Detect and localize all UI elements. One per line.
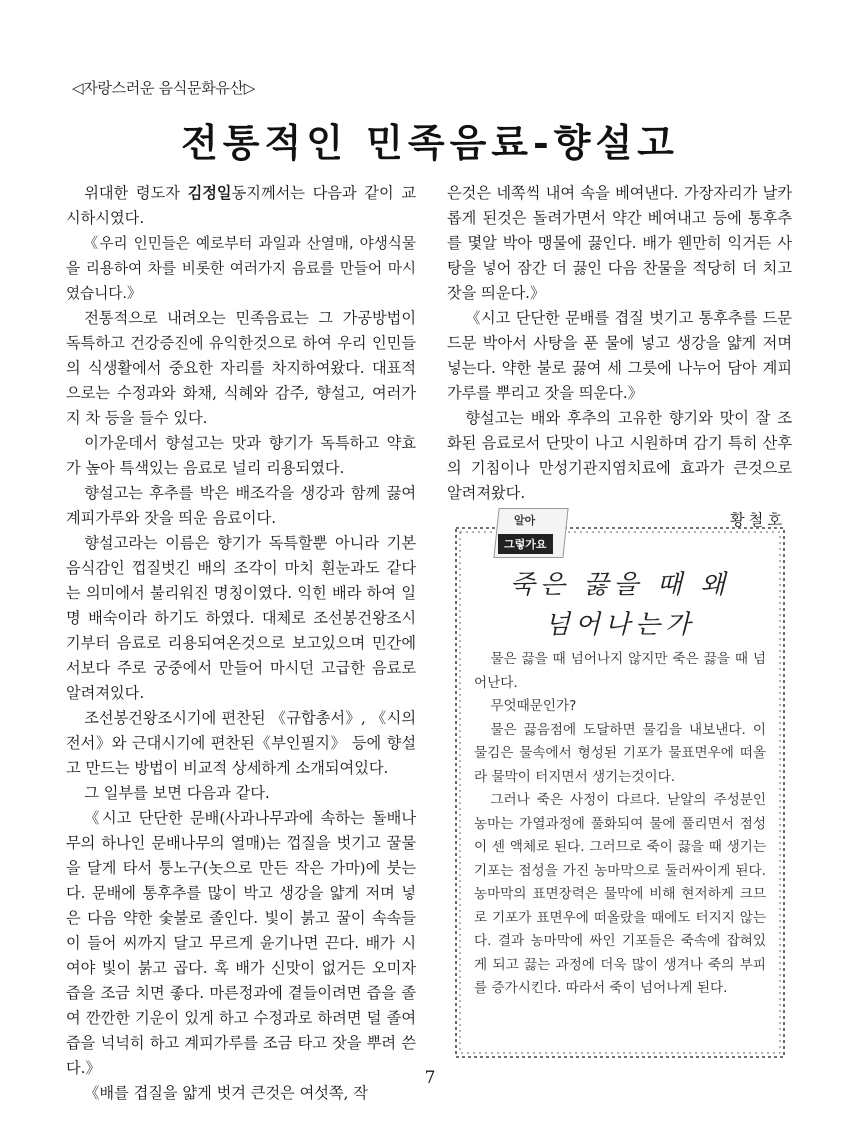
badge-label: 그렇가요 [498, 534, 553, 554]
leader-name: 김정일 [187, 184, 232, 202]
paragraph: 《시고 단단한 문배(사과나무과에 속하는 돌배나무의 하나인 문배나무의 열매)는 껍질을 벗기고 꿀물을 달게 타서 퉁노구(놋으로 만든 작은 가마)에 붓는다. 문배에 통후추를 많이 박고 생강을 얇게 저며 넣은 다음 약한 숯불로 졸인다. 빛이 붉고 꿀이 속속들이 들어 씨까지 달고 무르게 윤기나면 끈다. 배가 시여야 빛이 붉고 곱다. 혹 배가 신맛이 없거든 오미자즙을 조금 치면 좋다. 마른정과에 곁들이려면 즙을 졸여 깐깐한 기운이 있게 하고 수정과로 하려면 덜 졸여 즙을 넉넉히 하고 계피가루를 조금 타고 잣을 뿌려 쓴다.》 [66, 809, 416, 1077]
paragraph: 물은 끓음점에 도달하면 물김을 내보낸다. 이 물김은 물속에서 형성된 기포가 물표면우에 떠올라 물막이 터지면서 생기는것이다. [474, 721, 766, 785]
left-column [66, 181, 416, 1106]
paragraph [66, 181, 416, 231]
category-label: ◁자랑스러운 음식문화유산▷ [72, 79, 256, 97]
paragraph: 《시고 단단한 문배를 겹질 벗기고 통후추를 드문드문 박아서 사탕을 푼 물에 넣고 생강을 얇게 저며 넣는다. 약한 불로 끓여 세 그릇에 나누어 담아 계피가루를 뿌리고 잣을 띄운다.》 [447, 309, 792, 402]
paragraph: 조선봉건왕조시기에 편찬된 《규합총서》, 《시의전서》와 근대시기에 편찬된《부인필지》 등에 향설고 만드는 방법이 비교적 상세하게 소개되여있다. [66, 709, 416, 777]
badge-top-text: 알아 [514, 514, 536, 527]
paragraph: 그 일부를 보면 다음과 같다. [84, 784, 270, 802]
paragraph: 향설고는 배와 후추의 고유한 향기와 맛이 잘 조화된 음료로서 단맛이 나고 시원하며 감기 특히 산후의 기침이나 만성기관지염치료에 효과가 큰것으로 알려져왔다. [447, 409, 792, 502]
paragraph: 향설고는 후추를 박은 배조각을 생강과 함께 끓여 계피가루와 잣을 띄운 음료이다. [66, 484, 416, 527]
intro-text: 위대한 령도자 [84, 184, 188, 202]
article-title: 전통적인 민족음료-향설고 [181, 120, 679, 165]
sidebar-body [474, 648, 766, 1001]
paragraph: 물은 끓을 때 넘어나지 않지만 죽은 끓을 때 넘어난다. [474, 651, 766, 691]
paragraph: 은것은 네쪽씩 내여 속을 베여낸다. 가장자리가 날카롭게 된것은 돌려가면서 약간 베여내고 등에 통후추를 몇알 박아 맹물에 끓인다. 배가 웬만히 익거든 사탕을 넣어 잠간 더 끓인 다음 찬물을 적당히 더 치고 잣을 띄운다.》 [447, 184, 792, 302]
paragraph: 향설고라는 이름은 향기가 독특할뿐 아니라 기본음식감인 껍질벗긴 배의 조각이 마치 흰눈과도 같다는 의미에서 불리워진 명칭이였다. 익힌 배라 하여 일명 배숙이라 하기도 하였다. 대체로 조선봉건왕조시기부터 음료로 리용되여온것으로 보고있으며 민간에서보다 주로 궁중에서 만들어 마시던 고급한 음료로 알려져있다. [66, 534, 416, 702]
paragraph: 그러나 죽은 사정이 다르다. 낟알의 주성분인 농마는 가열과정에 풀화되여 물에 풀리면서 점성이 센 액체로 된다. 그러므로 죽이 끓을 때 생기는 기포는 점성을 가진 농마막으로 둘러싸이게 된다. 농마막의 표면장력은 물막에 비해 현저하게 크므로 기포가 표면우에 떠올랐을 때에도 터지지 않는다. 결과 농마막에 싸인 기포들은 죽속에 잡혀있게 되고 끓는 과정에 더욱 많이 생겨나 죽의 부피를 증가시킨다. 따라서 죽이 넘어나게 된다. [474, 792, 766, 996]
sidebar-title-line1: 죽은 끓을 때 왜 [509, 570, 731, 600]
page-number: 7 [424, 1068, 436, 1088]
intro-text-end: 동지께서는 다음과 같이 교시하시였다. [66, 184, 416, 227]
right-column [447, 181, 792, 533]
paragraph: 전통적으로 내려오는 민족음료는 그 가공방법이 독특하고 건강증진에 유익한것으로 하여 우리 인민들의 식생활에서 중요한 자리를 차지하여왔다. 대표적으로는 수정과와 화채, 식혜와 감주, 향설고, 여러가지 차 등을 들수 있다. [66, 309, 416, 427]
sidebar-title-line2: 넘어나는가 [544, 610, 696, 640]
author-name: 황철호 [729, 511, 786, 529]
paragraph: 《배를 겹질을 얇게 벗겨 큰것은 여섯쪽, 작 [84, 1084, 368, 1102]
paragraph: 무엇때문인가? [490, 698, 577, 714]
quotation: 《우리 인민들은 예로부터 과일과 산열매, 야생식물을 리용하여 차를 비롯한 여러가지 음료를 만들어 마시였습니다.》 [66, 235, 416, 302]
paragraph: 이가운데서 향설고는 맛과 향기가 독특하고 약효가 높아 특색있는 음료로 널리 리용되였다. [66, 434, 416, 477]
badge [490, 504, 572, 562]
